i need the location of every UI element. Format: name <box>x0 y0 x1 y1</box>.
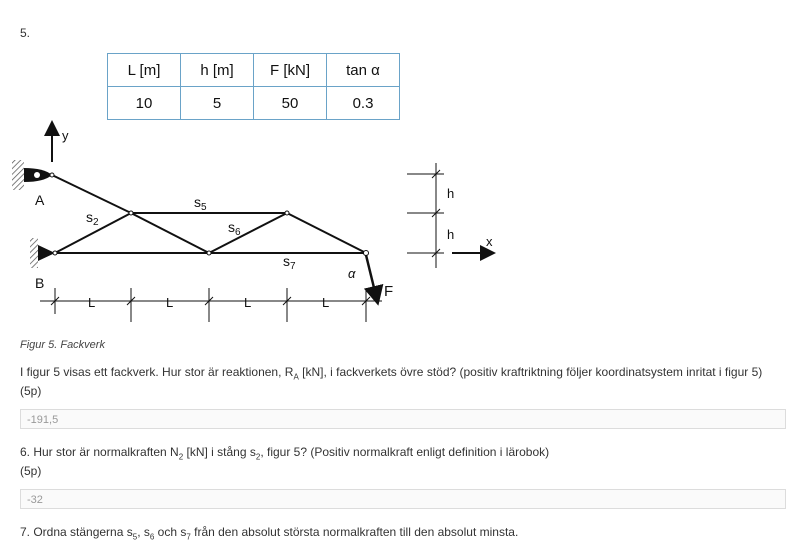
label-h-1: h <box>447 186 455 201</box>
table-value-row <box>108 87 400 120</box>
label-s6: $s_6$ <box>228 219 241 238</box>
label-a: A <box>35 192 45 208</box>
question-number: 5. <box>20 26 31 40</box>
support-b-wall <box>30 238 38 268</box>
figure-caption: Figur 5. Fackverk <box>20 339 105 351</box>
value-tan-alpha: 0.3 <box>327 87 400 120</box>
value-F: 50 <box>254 87 327 120</box>
label-s5: $s_5$ <box>194 194 207 213</box>
parameter-table <box>107 53 400 120</box>
label-l-2: L <box>166 295 174 310</box>
label-alpha: α <box>348 266 356 281</box>
question-5-text: I figur 5 visas ett fackverk. Hur stor är reaktionen, $R_A$ [kN], i fackverkets övre stöd? (positiv kraftriktning följer koordinatsystem inritat i figur 5) (5p) <box>20 365 763 399</box>
force-f-arrow <box>366 255 376 296</box>
question-7-text: 7. Ordna stängerna $s_5$, $s_6$ och $s_7$ från den absolut största normalkraften till den absolut minsta. <box>20 525 519 542</box>
label-l-4: L <box>322 295 330 310</box>
x-axis-label: x <box>486 234 493 249</box>
label-s2: $s_2$ <box>86 209 99 228</box>
support-a-wall <box>12 160 24 190</box>
support-b-roller <box>38 245 55 261</box>
answer-field-6[interactable]: -32 <box>20 489 786 509</box>
header-F: F [kN] <box>254 54 327 87</box>
label-s7: $s_7$ <box>283 253 296 272</box>
value-h: 5 <box>181 87 254 120</box>
answer-field-5[interactable]: -191,5 <box>20 409 786 429</box>
label-l-3: L <box>244 295 252 310</box>
header-L: L [m] <box>108 54 181 87</box>
label-f: F <box>384 283 394 300</box>
question-6-text: 6. Hur stor är normalkraften $N_2$ [kN] i stång $s_2$, figur 5? (Positiv normalkraft enligt definition i lärobok) (5p) <box>20 445 550 479</box>
header-h: h [m] <box>181 54 254 87</box>
label-l-1: L <box>88 295 96 310</box>
truss-members <box>52 175 366 253</box>
table-header-row <box>108 54 400 87</box>
value-L: 10 <box>108 87 181 120</box>
label-b: B <box>35 275 45 291</box>
dimension-h <box>407 163 444 268</box>
label-h-2: h <box>447 227 455 242</box>
truss-figure <box>0 118 520 328</box>
header-tan-alpha: tan α <box>327 54 400 87</box>
y-axis-label: y <box>62 128 69 143</box>
